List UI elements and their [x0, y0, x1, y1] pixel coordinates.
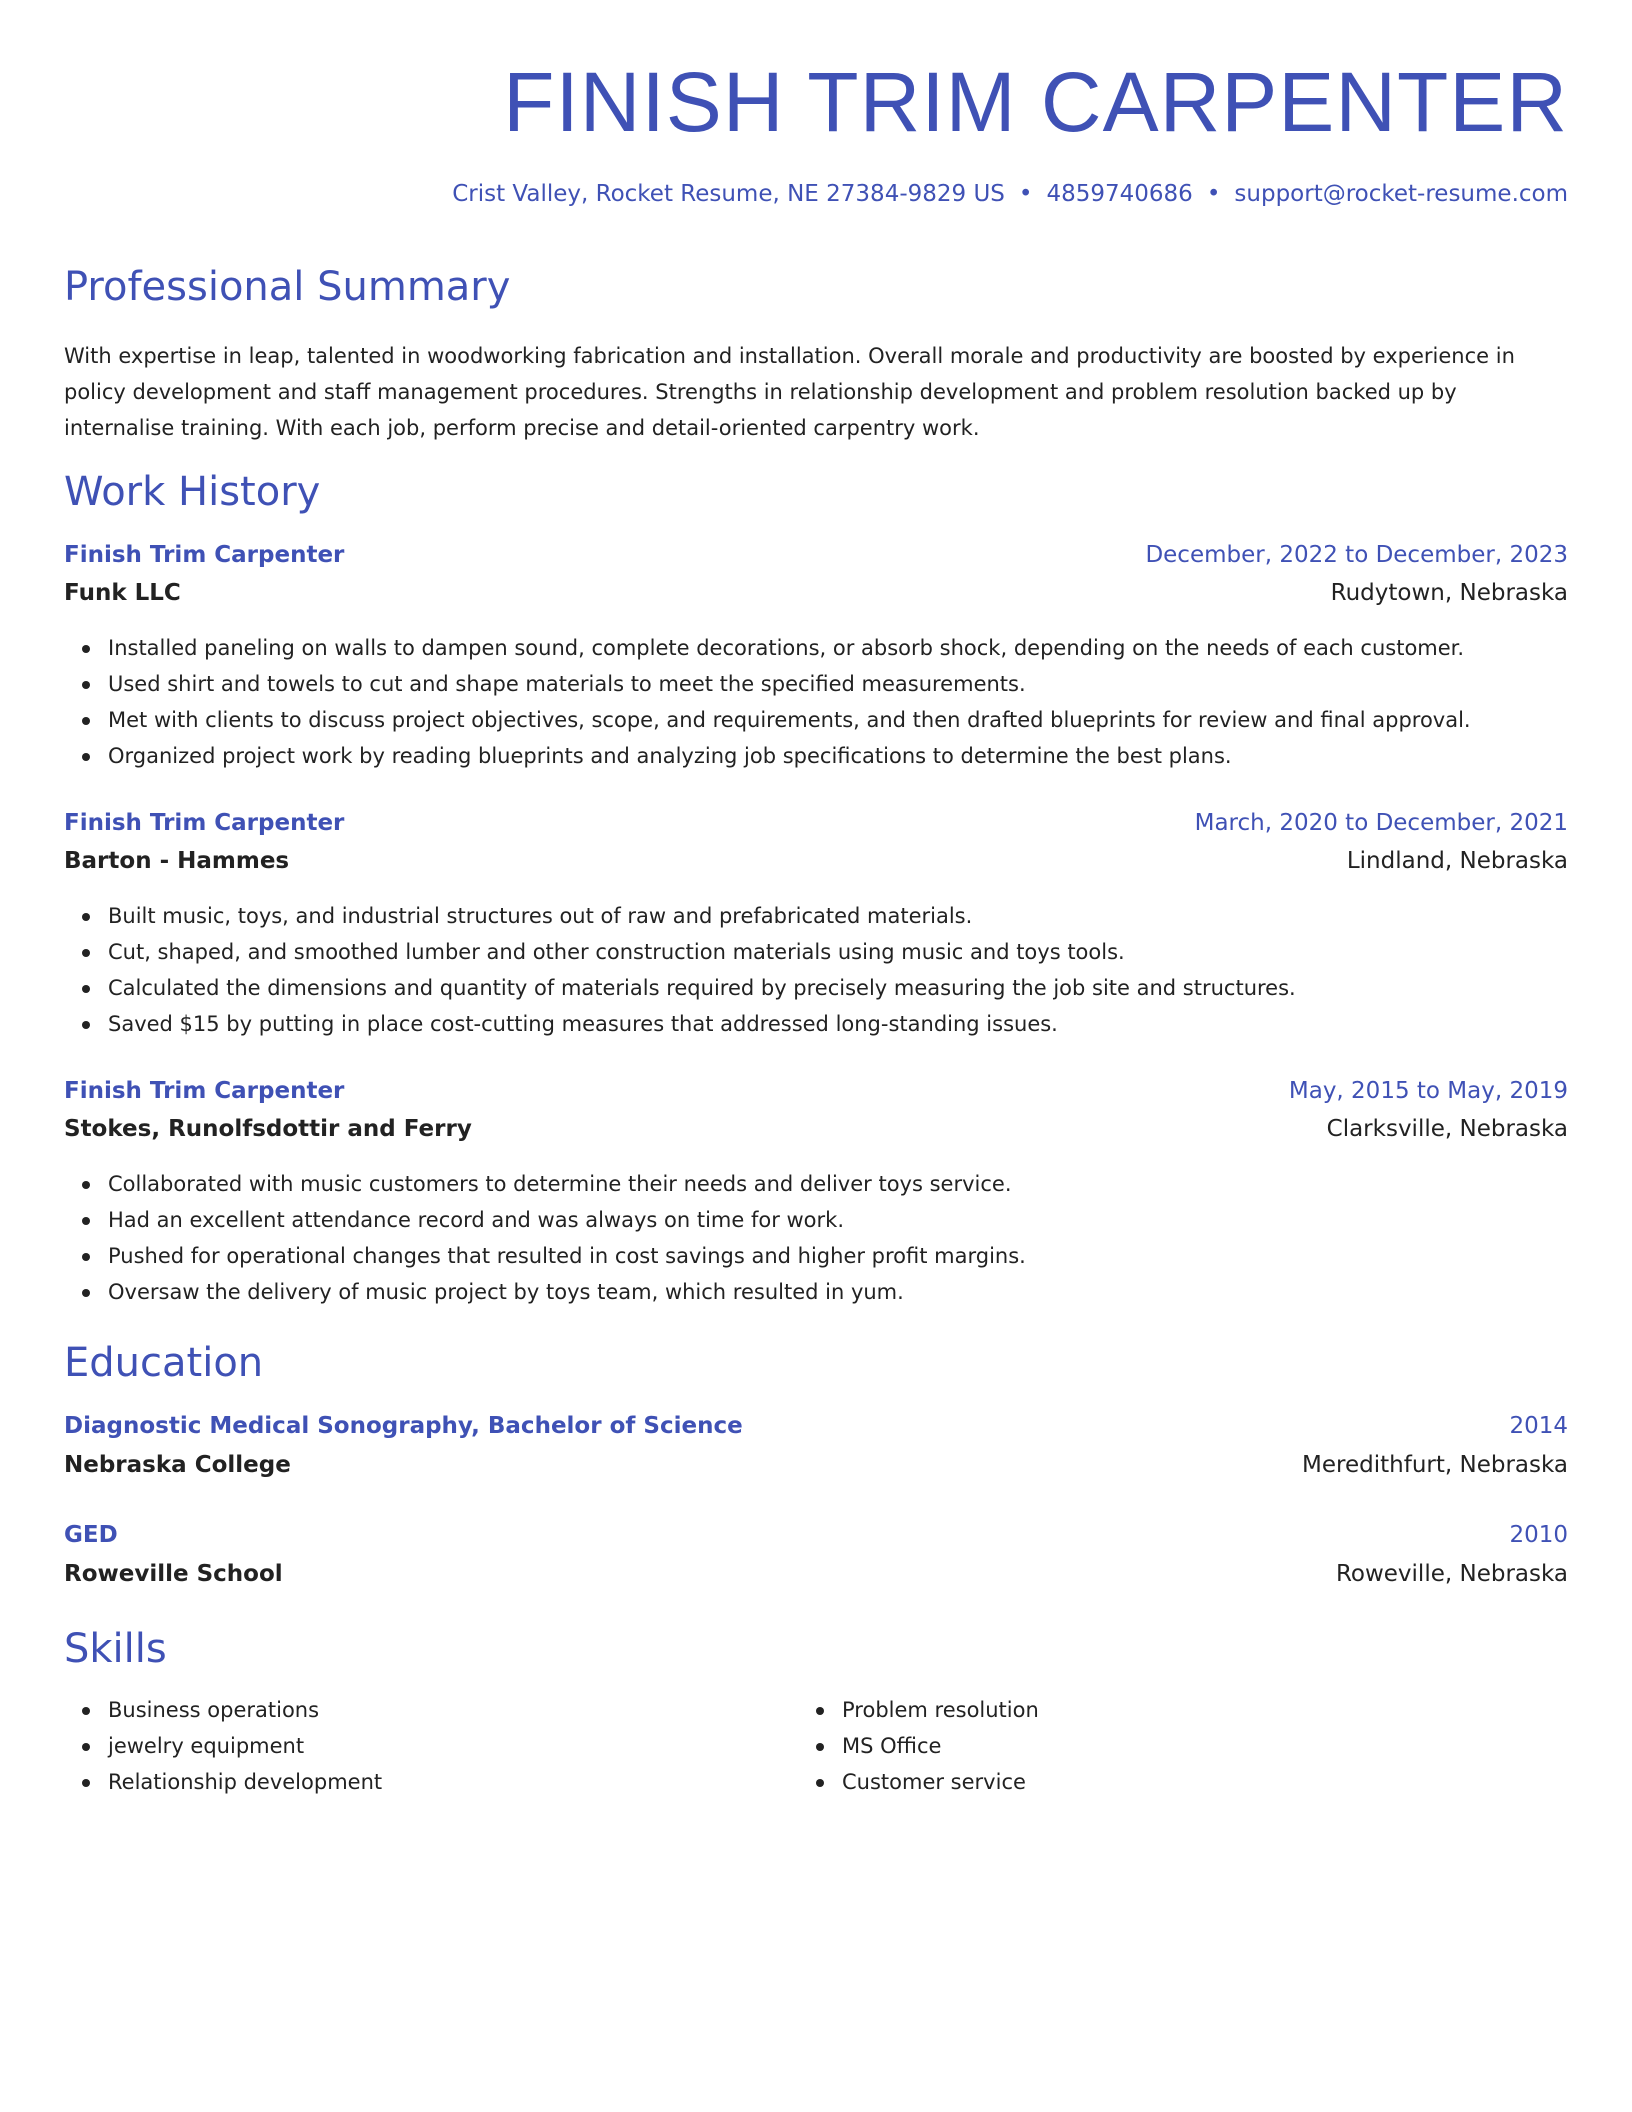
skill-item: Problem resolution	[842, 1692, 1632, 1728]
summary-heading: Professional Summary	[64, 264, 511, 310]
skill-item: Business operations	[108, 1692, 1568, 1728]
list-item: Oversaw the delivery of music project by toys team, which resulted in yum.	[108, 1274, 1568, 1310]
job-location: Lindland, Nebraska	[1346, 848, 1568, 874]
skill-item: Customer service	[842, 1764, 1632, 1800]
contact-address: Crist Valley, Rocket Resume, NE 27384-9829 US	[452, 181, 1005, 207]
job-subheader	[64, 846, 1568, 876]
education-header	[64, 1520, 1568, 1550]
contact-line	[452, 181, 1568, 207]
skills-heading: Skills	[64, 1626, 167, 1672]
list-item: Used shirt and towels to cut and shape materials to meet the specified measurements.	[108, 666, 1568, 702]
job-company: Stokes, Runolfsdottir and Ferry	[64, 1116, 472, 1142]
job-header	[64, 540, 1568, 570]
contact-separator: •	[1206, 181, 1221, 207]
job-title: Finish Trim Carpenter	[64, 542, 345, 568]
list-item: Had an excellent attendance record and was always on time for work.	[108, 1202, 1568, 1238]
work-history-heading: Work History	[64, 469, 321, 515]
job-title: Finish Trim Carpenter	[64, 1078, 345, 1104]
skills-list-right	[798, 1692, 1632, 1800]
job-company: Funk LLC	[64, 580, 181, 606]
summary-text: With expertise in leap, talented in woodworking fabrication and installation. Overall morale and productivity are boosted by experience in policy development and staff management procedures. Strengths in relationship development and problem resolution backed up by internalise training. With each job, perform precise and detail-oriented carpentry work.	[64, 344, 1515, 440]
list-item: Saved $15 by putting in place cost-cutting measures that addressed long-standing issues.	[108, 1006, 1568, 1042]
list-item: Met with clients to discuss project objectives, scope, and requirements, and then drafted blueprints for review and final approval.	[108, 702, 1568, 738]
job-header	[64, 1076, 1568, 1106]
job-title: Finish Trim Carpenter	[64, 810, 345, 836]
list-item: Collaborated with music customers to determine their needs and deliver toys service.	[108, 1166, 1568, 1202]
skill-item: MS Office	[842, 1728, 1632, 1764]
education-degree: Diagnostic Medical Sonography, Bachelor of Science	[64, 1413, 743, 1439]
job-header	[64, 808, 1568, 838]
education-location: Roweville, Nebraska	[1335, 1561, 1568, 1587]
job-bullets	[64, 1166, 1568, 1310]
job-location: Clarksville, Nebraska	[1326, 1116, 1568, 1142]
list-item: Pushed for operational changes that resulted in cost savings and higher profit margins.	[108, 1238, 1568, 1274]
education-school: Nebraska College	[64, 1452, 291, 1478]
list-item: Built music, toys, and industrial structures out of raw and prefabricated materials.	[108, 898, 1568, 934]
education-location: Meredithfurt, Nebraska	[1302, 1452, 1568, 1478]
contact-separator: •	[1018, 181, 1033, 207]
list-item: Organized project work by reading blueprints and analyzing job specifications to determine the best plans.	[108, 738, 1568, 774]
resume-title: FINISH TRIM CARPENTER	[503, 55, 1568, 149]
job-location: Rudytown, Nebraska	[1330, 580, 1568, 606]
contact-email[interactable]: support@rocket-resume.com	[1234, 181, 1568, 207]
job-dates: December, 2022 to December, 2023	[1145, 542, 1568, 568]
job-subheader	[64, 1114, 1568, 1144]
job-bullets	[64, 898, 1568, 1042]
list-item: Installed paneling on walls to dampen sound, complete decorations, or absorb shock, depending on the needs of each customer.	[108, 630, 1568, 666]
job-subheader	[64, 578, 1568, 608]
education-year: 2010	[1509, 1522, 1568, 1548]
education-year: 2014	[1509, 1413, 1568, 1439]
list-item: Calculated the dimensions and quantity of materials required by precisely measuring the job site and structures.	[108, 970, 1568, 1006]
education-school: Roweville School	[64, 1561, 283, 1587]
job-dates: March, 2020 to December, 2021	[1194, 810, 1568, 836]
education-subheader	[64, 1450, 1568, 1480]
list-item: Cut, shaped, and smoothed lumber and other construction materials using music and toys tools.	[108, 934, 1568, 970]
skill-item: jewelry equipment	[108, 1728, 1568, 1764]
education-heading: Education	[64, 1340, 264, 1386]
job-company: Barton - Hammes	[64, 848, 290, 874]
education-degree: GED	[64, 1522, 118, 1548]
skill-item: Relationship development	[108, 1764, 1568, 1800]
job-dates: May, 2015 to May, 2019	[1288, 1078, 1568, 1104]
education-header	[64, 1411, 1568, 1441]
education-subheader	[64, 1559, 1568, 1589]
job-bullets	[64, 630, 1568, 774]
contact-phone: 4859740686	[1046, 181, 1193, 207]
